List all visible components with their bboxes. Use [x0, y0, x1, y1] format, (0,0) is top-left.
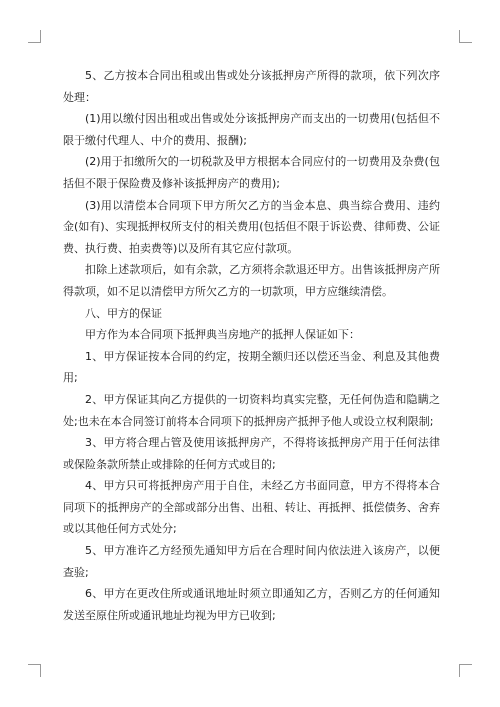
crop-mark-top-left [28, 30, 41, 43]
crop-mark-bottom-right [459, 664, 472, 677]
surplus-and-shortfall: 扣除上述款项后，如有余款，乙方须将余款退还甲方。出售该抵押房产所得款项，如不足以清偿甲方所欠乙方的一切款项，甲方应继续清偿。 [63, 263, 440, 298]
crop-mark-bottom-left [28, 664, 41, 677]
item-2-taxes-and-fees: (2)用于扣缴所欠的一切税款及甲方根据本合同应付的一切费用及杂费(包括但不限于保险费及修补该抵押房产的费用); [63, 155, 440, 190]
warranty-intro: 甲方作为本合同项下抵押典当房地产的抵押人保证如下： [85, 328, 360, 342]
clause-5-disposal-proceeds: 5、乙方按本合同出租或出售或处分该抵押房产所得的款项，依下列次序处理： [63, 69, 440, 104]
warranty-6: 6、甲方在更改住所或通讯地址时须立即通知乙方，否则乙方的任何通知发送至原住所或通讯地址均视为甲方已收到; [63, 587, 440, 622]
crop-mark-top-right [459, 30, 472, 43]
warranty-2: 2、甲方保证其向乙方提供的一切资料均真实完整，无任何伪造和隐瞒之处;也未在本合同签订前将本合同项下的抵押房产抵押予他人或设立权利限制; [63, 392, 440, 428]
item-3-loan-repayment: (3)用以清偿本合同项下甲方所欠乙方的当金本息、典当综合费用、违约金(如有)、实现抵押权所支付的相关费用(包括但不限于诉讼费、律师费、公证费、执行费、拍卖费等)以及所有其它应付款项。 [63, 198, 440, 255]
warranty-4: 4、甲方只可将抵押房产用于自住，未经乙方书面同意，甲方不得将本合同项下的抵押房产的全部或部分出售、出租、转让、再抵押、抵偿债务、舍弃或以其他任何方式处分; [63, 479, 440, 536]
warranty-1: 1、甲方保证按本合同的约定，按期全额归还以偿还当金、利息及其他费用; [63, 349, 440, 385]
document-body [63, 65, 440, 626]
warranty-5: 5、甲方准许乙方经预先通知甲方后在合理时间内依法进入该房产，以便查验; [63, 544, 440, 579]
warranty-3: 3、甲方将合理占管及使用该抵押房产，不得将该抵押房产用于任何法律或保险条款所禁止或排除的任何方式或目的; [63, 436, 440, 471]
section-8-heading: 八、甲方的保证 [85, 306, 162, 320]
item-1-disposal-costs: (1)用以缴付因出租或出售或处分该抵押房产而支出的一切费用(包括但不限于缴付代理人、中介的费用、报酬); [63, 112, 440, 147]
